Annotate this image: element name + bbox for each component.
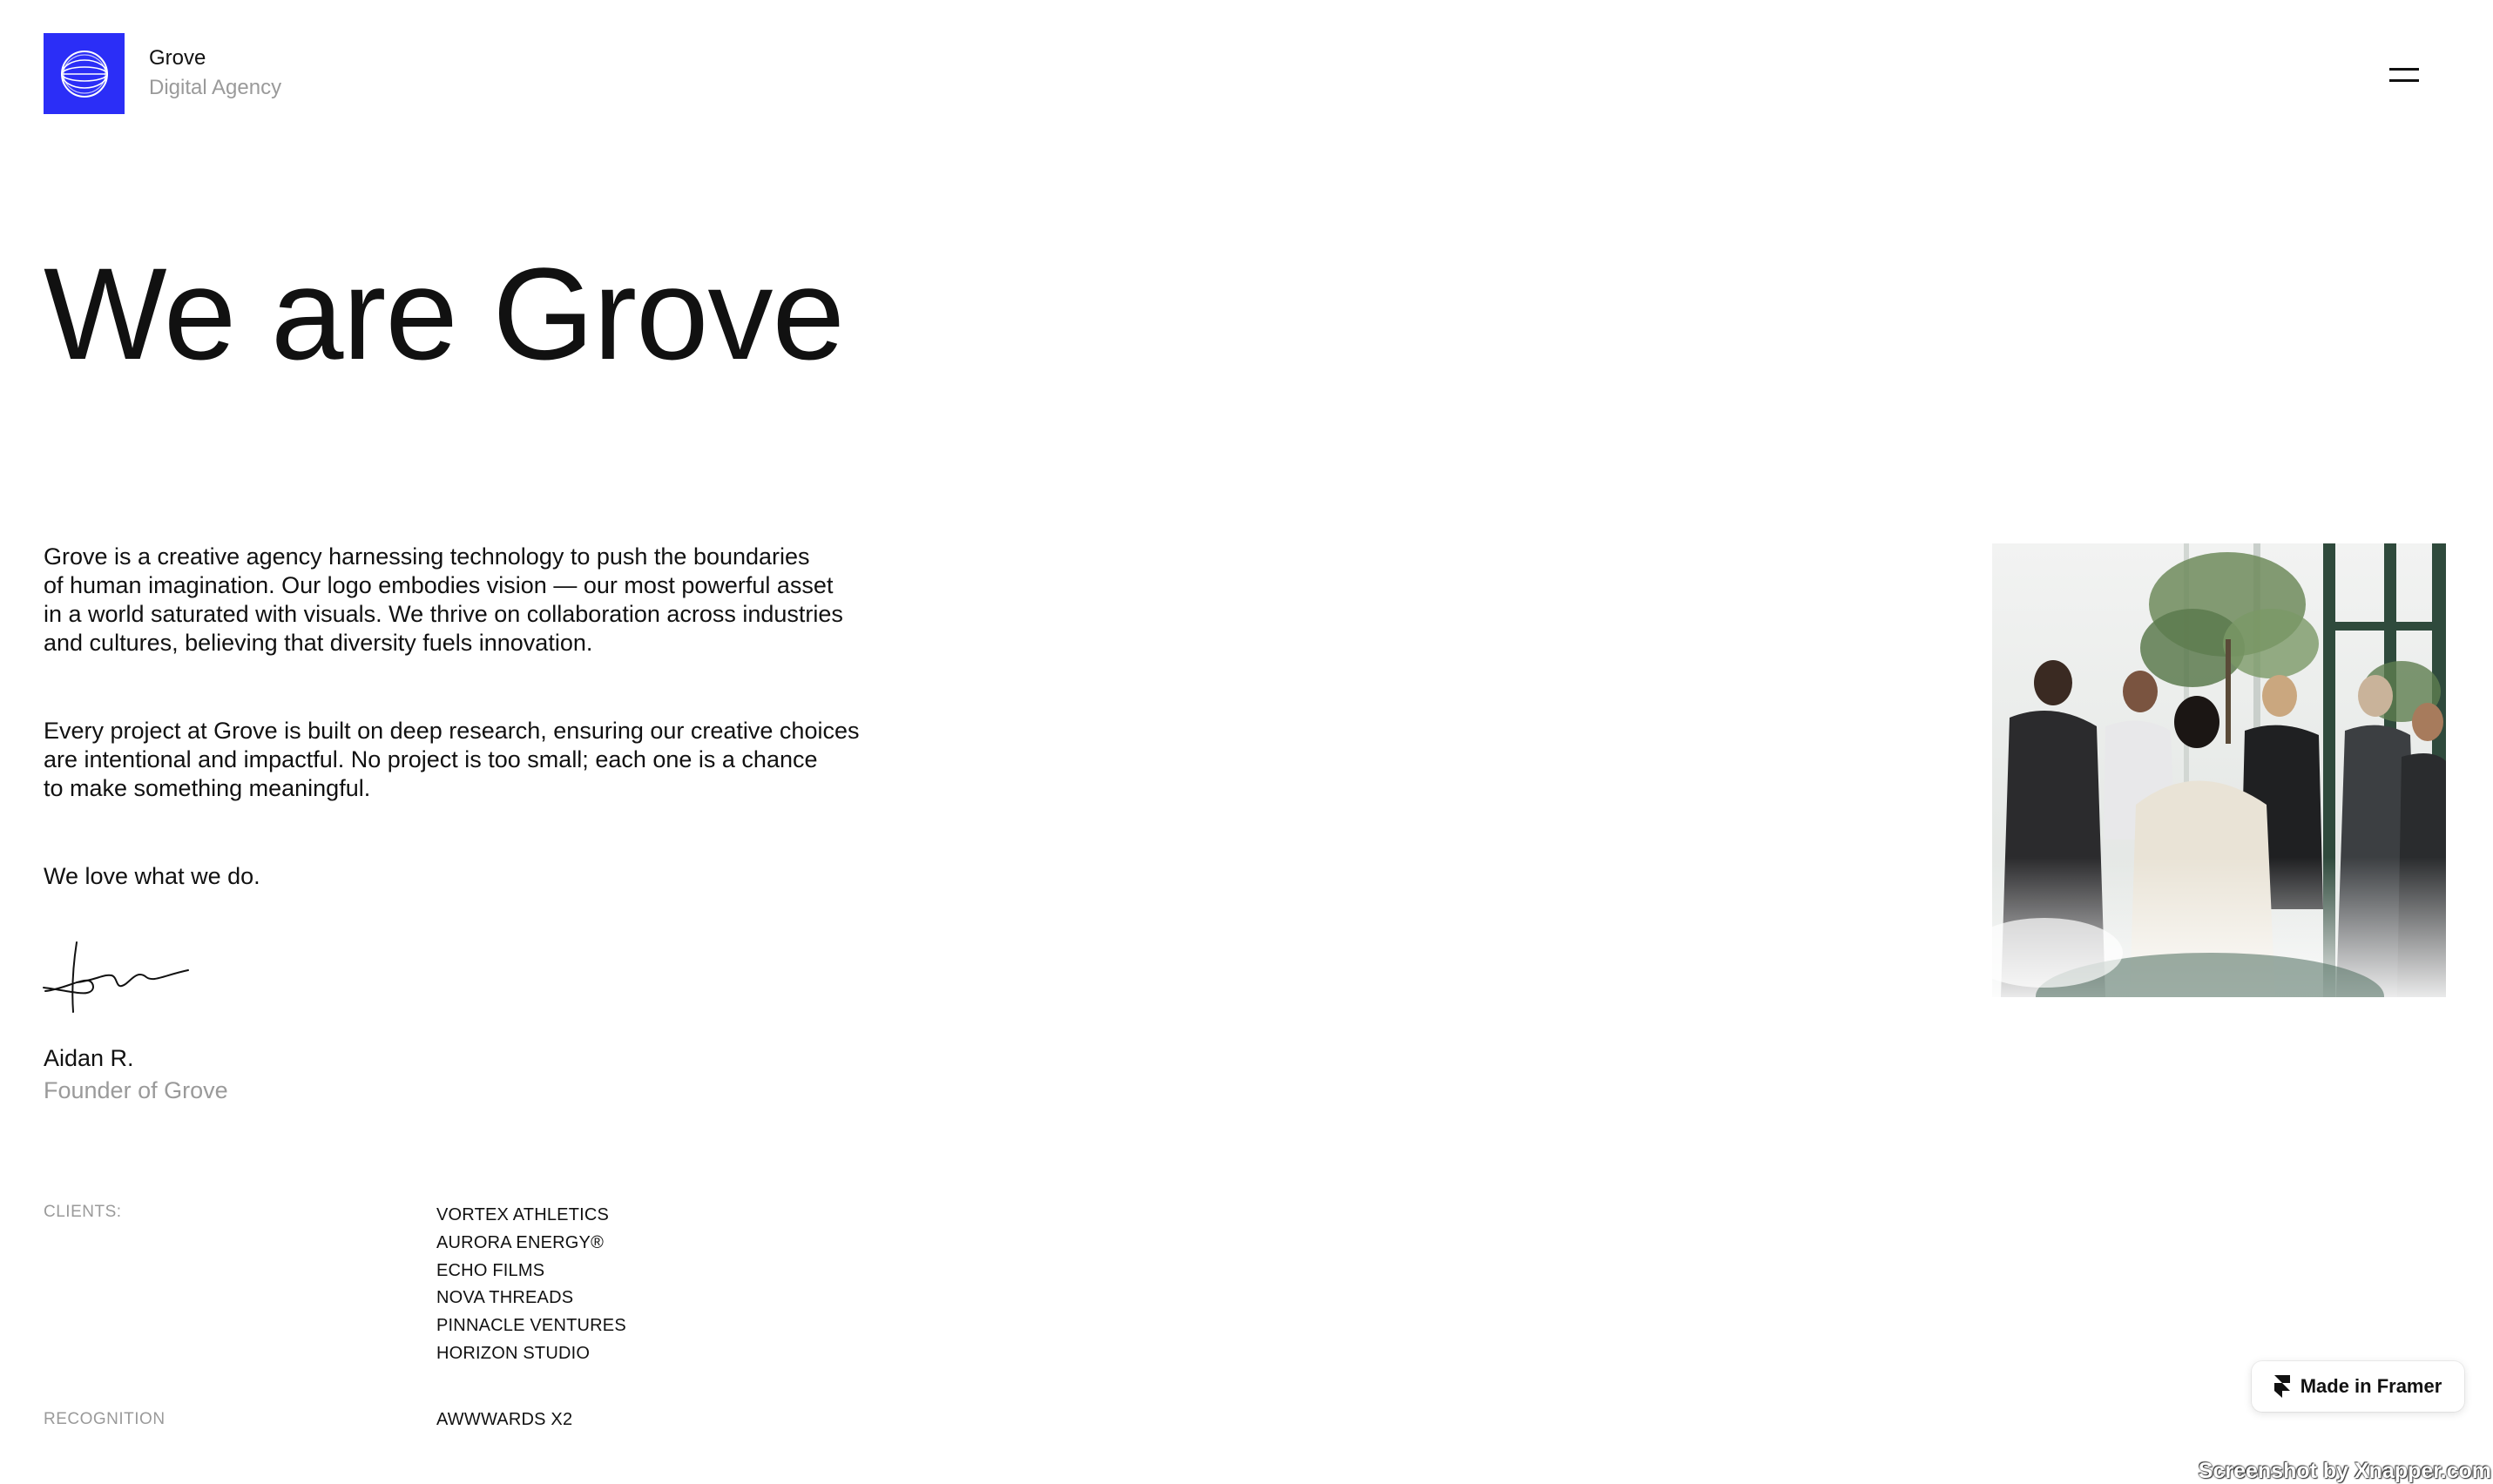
framer-logo-icon (2274, 1375, 2290, 1398)
about-paragraph-2-line: to make something meaningful. (44, 775, 371, 801)
client-item: HORIZON STUDIO (436, 1343, 591, 1363)
client-list (436, 1202, 626, 1368)
client-item: AURORA ENERGY® (436, 1232, 605, 1252)
about-paragraph-2 (44, 717, 915, 803)
signature-image (42, 939, 190, 1017)
page-title: We are Grove (44, 240, 844, 387)
recognition-label: RECOGNITION (44, 1410, 166, 1428)
brand-text (149, 44, 281, 103)
client-item: NOVA THREADS (436, 1288, 574, 1308)
hamburger-menu-icon (2389, 68, 2419, 71)
signer-name: Aidan R. (44, 1045, 134, 1071)
about-paragraph-2-line: are intentional and impactful. No project is too small; each one is a chance (44, 746, 818, 772)
client-item: ECHO FILMS (436, 1260, 545, 1280)
client-item: VORTEX ATHLETICS (436, 1205, 610, 1224)
about-paragraph-2-line: Every project at Grove is built on deep research, ensuring our creative choices (44, 718, 860, 744)
about-paragraph-1-line: of human imagination. Our logo embodies vision — our most powerful asset (44, 572, 834, 598)
signer-role: Founder of Grove (44, 1077, 228, 1103)
hamburger-menu-icon-bar (2389, 79, 2419, 82)
about-paragraph-3: We love what we do. (44, 863, 260, 889)
about-paragraph-1-line: in a world saturated with visuals. We thrive on collaboration across industries (44, 601, 843, 627)
about-paragraph-1-line: and cultures, believing that diversity fuels innovation. (44, 630, 593, 656)
about-paragraph-1-line: Grove is a creative agency harnessing technology to push the boundaries (44, 543, 810, 570)
made-in-framer-badge[interactable] (2252, 1361, 2464, 1412)
recognition-value: AWWWARDS X2 (436, 1410, 573, 1429)
about-paragraph-1 (44, 543, 915, 658)
brand-tagline: Digital Agency (149, 76, 282, 99)
client-item: PINNACLE VENTURES (436, 1316, 626, 1336)
screenshot-watermark: Screenshot by Xnapper.com (2198, 1459, 2491, 1483)
brand-logo[interactable] (44, 33, 125, 114)
clients-label: CLIENTS: (44, 1203, 122, 1221)
brand-name: Grove (149, 46, 206, 70)
globe-icon (58, 48, 111, 100)
menu-button[interactable] (2376, 57, 2432, 92)
made-in-framer-label: Made in Framer (2300, 1375, 2442, 1397)
team-photo (1992, 543, 2446, 997)
